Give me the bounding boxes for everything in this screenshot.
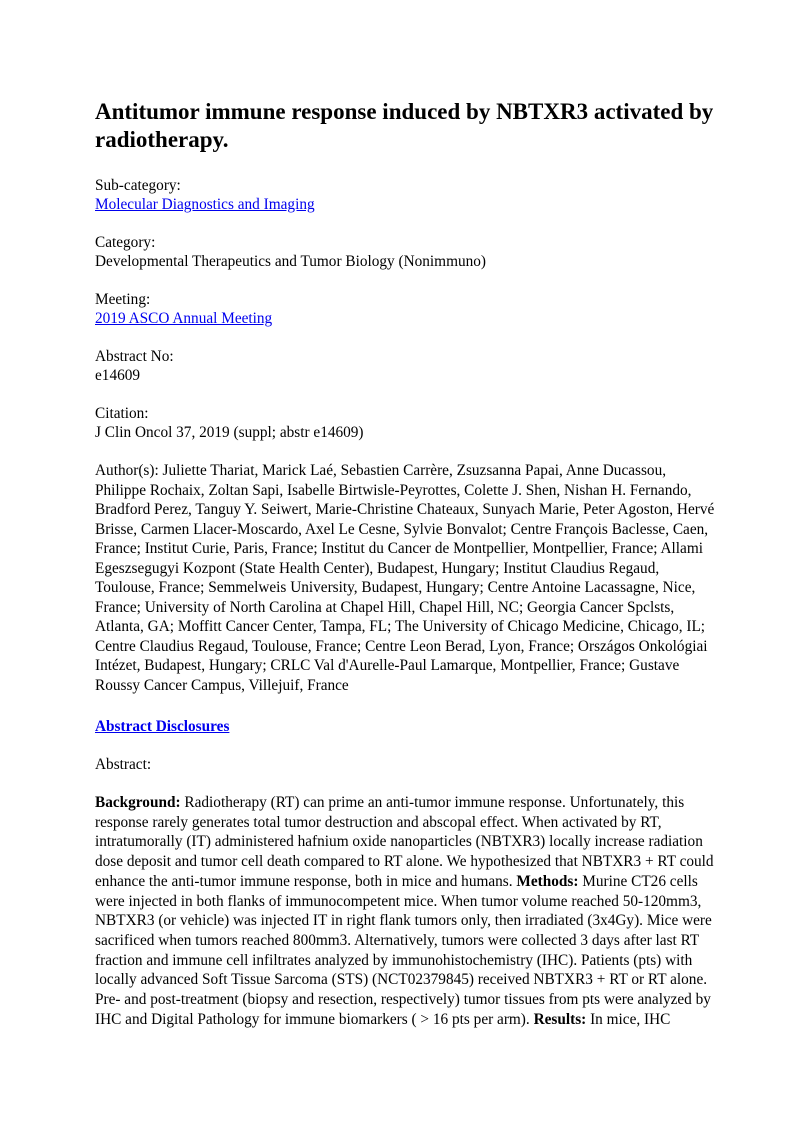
- abstract-no-value: e14609: [95, 367, 141, 384]
- category-label: Category:: [95, 234, 156, 251]
- category-value: Developmental Therapeutics and Tumor Biology (Nonimmuno): [95, 253, 487, 270]
- citation-field: [95, 404, 720, 442]
- abstract-disclosures-link[interactable]: Abstract Disclosures: [95, 718, 230, 735]
- abstract-page: [95, 98, 720, 1029]
- abstract-no-field: [95, 347, 720, 385]
- subcategory-label: Sub-category:: [95, 177, 181, 194]
- methods-heading: Methods:: [516, 872, 579, 890]
- abstract-label: Abstract:: [95, 756, 152, 773]
- page-title: Antitumor immune response induced by NBTXR3 activated by radiotherapy.: [95, 99, 714, 152]
- meeting-label: Meeting:: [95, 291, 151, 308]
- meeting-field: [95, 290, 720, 328]
- citation-label: Citation:: [95, 405, 149, 422]
- results-heading: Results:: [533, 1010, 587, 1028]
- methods-text: Murine CT26 cells were injected in both flanks of immunocompetent mice. When tumor volume reached 50-120mm3, NBTXR3 (or vehicle) was injected IT in right flank tumors only, then irradiated (3x4Gy). Mice were sacrificed when tumors reached 800mm3. Alternatively, tumors were collected 3 days after last RT fraction and immune cell infiltrates analyzed by immunohistochemistry (IHC). Patients (pts) with locally advanced Soft Tissue Sarcoma (STS) (NCT02379845) received NBTXR3 + RT or RT alone. Pre- and post-treatment (biopsy and resection, respectively) tumor tissues from pts were analyzed by IHC and Digital Pathology for immune biomarkers ( > 16 pts per arm).: [95, 872, 712, 1028]
- background-heading: Background:: [95, 794, 181, 811]
- disclosures-section: [95, 717, 720, 736]
- background-text: Radiotherapy (RT) can prime an anti-tumor immune response. Unfortunately, this response rarely generates total tumor destruction and abscopal effect. When activated by RT, intratumorally (IT) administered hafnium oxide nanoparticles (NBTXR3) locally increase radiation dose deposit and tumor cell death compared to RT alone. We hypothesized that NBTXR3 + RT could enhance the anti-tumor immune response, both in mice and humans.: [95, 794, 714, 890]
- citation-value: J Clin Oncol 37, 2019 (suppl; abstr e14609): [95, 424, 364, 441]
- category-field: [95, 233, 720, 271]
- abstract-body: [95, 793, 720, 1029]
- subcategory-field: [95, 176, 720, 214]
- subcategory-link[interactable]: Molecular Diagnostics and Imaging: [95, 196, 315, 213]
- results-text: In mice, IHC: [586, 1010, 671, 1028]
- meeting-link[interactable]: 2019 ASCO Annual Meeting: [95, 310, 273, 327]
- authors-list: Author(s): Juliette Thariat, Marick Laé, Sebastien Carrère, Zsuzsanna Papai, Anne Ducassou, Philippe Rochaix, Zoltan Sapi, Isabelle Birtwisle-Peyrottes, Colette J. Shen, Nishan H. Fernando, Bradford Perez, Tanguy Y. Seiwert, Marie-Christine Chateaux, Sunyach Marie, Peter Agoston, Hervé Brisse, Carmen Llacer-Moscardo, Axel Le Cesne, Sylvie Bonvalot; Centre François Baclesse, Caen, France; Institut Curie, Paris, France; Institut du Cancer de Montpellier, Montpellier, France; Allami Egeszsegugyi Kozpont (State Health Center), Budapest, Hungary; Institut Claudius Regaud, Toulouse, France; Semmelweis University, Budapest, Hungary; Centre Antoine Lacassagne, Nice, France; University of North Carolina at Chapel Hill, Chapel Hill, NC; Georgia Cancer Spclsts, Atlanta, GA; Moffitt Cancer Center, Tampa, FL; The University of Chicago Medicine, Chicago, IL; Centre Claudius Regaud, Toulouse, France; Centre Leon Berad, Lyon, France; Országos Onkológiai Intézet, Budapest, Hungary; CRLC Val d'Aurelle-Paul Lamarque, Montpellier, France; Gustave Roussy Cancer Campus, Villejuif, France: [95, 462, 715, 694]
- abstract-no-label: Abstract No:: [95, 348, 174, 365]
